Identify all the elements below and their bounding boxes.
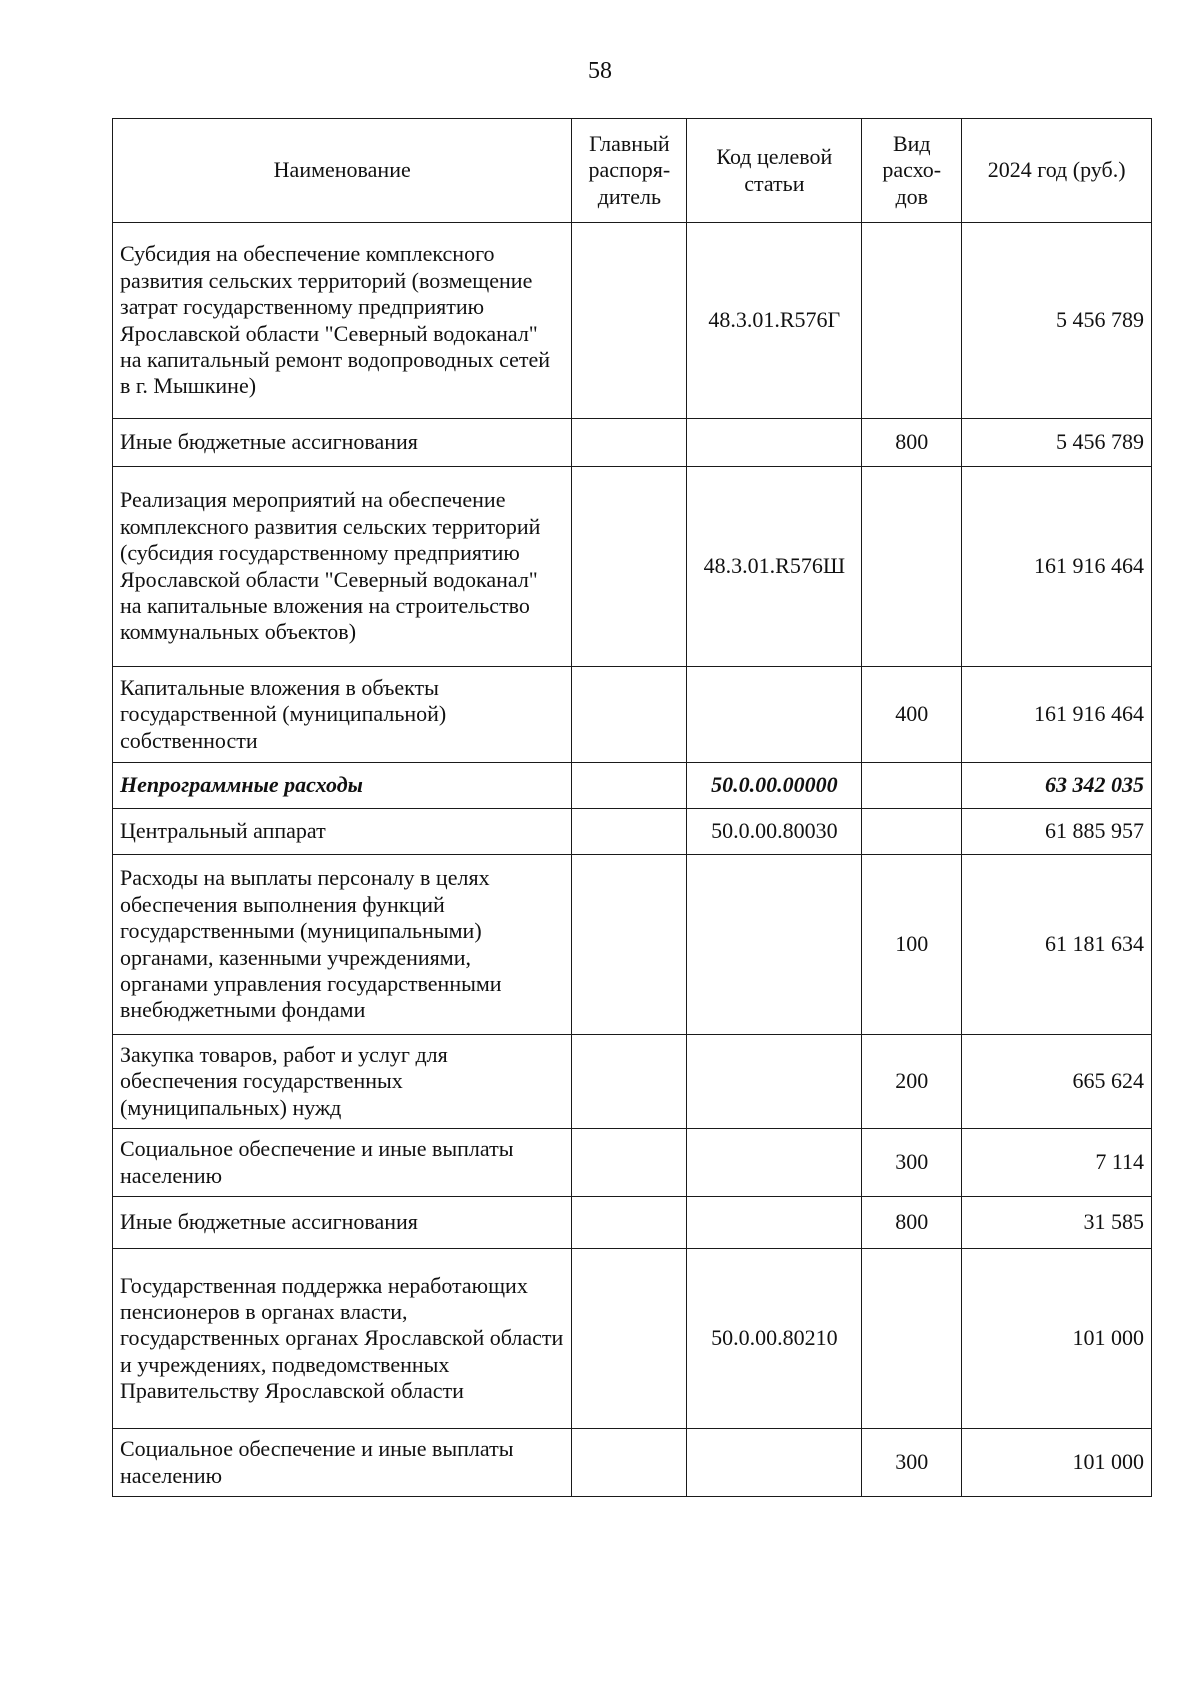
table-row (113, 1035, 1152, 1129)
row-type: 300 (862, 1429, 962, 1497)
row-name: Реализация мероприятий на обеспечение комплексного развития сельских территорий (субсидия государственному предприятию Ярославской области "Северный водоканал" на капитальные вложения на строительство коммунальных объектов) (113, 467, 572, 667)
row-code: 50.0.00.80030 (687, 809, 862, 855)
row-admin (572, 419, 687, 467)
table-row (113, 1129, 1152, 1197)
row-type (862, 223, 962, 419)
row-amount: 101 000 (962, 1249, 1152, 1429)
row-name: Закупка товаров, работ и услуг для обеспечения государственных (муниципальных) нужд (113, 1035, 572, 1129)
row-admin (572, 1249, 687, 1429)
header-amount: 2024 год (руб.) (962, 119, 1152, 223)
row-code (687, 1197, 862, 1249)
row-type: 300 (862, 1129, 962, 1197)
row-code: 48.3.01.R576Г (687, 223, 862, 419)
table-row (113, 667, 1152, 763)
row-code (687, 667, 862, 763)
row-name: Центральный аппарат (113, 809, 572, 855)
row-amount: 665 624 (962, 1035, 1152, 1129)
row-code (687, 1429, 862, 1497)
row-amount: 61 181 634 (962, 855, 1152, 1035)
table-row (113, 467, 1152, 667)
table-row (113, 763, 1152, 809)
row-admin (572, 467, 687, 667)
row-admin (572, 1429, 687, 1497)
table-row (113, 419, 1152, 467)
row-amount: 61 885 957 (962, 809, 1152, 855)
row-type: 800 (862, 419, 962, 467)
row-code (687, 419, 862, 467)
row-amount: 7 114 (962, 1129, 1152, 1197)
row-amount: 5 456 789 (962, 223, 1152, 419)
row-name: Субсидия на обеспечение комплексного развития сельских территорий (возмещение затрат государственному предприятию Ярославской области "Северный водоканал" на капитальный ремонт водопроводных сетей в г. Мышкине) (113, 223, 572, 419)
row-code (687, 1129, 862, 1197)
header-name: Наименование (113, 119, 572, 223)
row-admin (572, 763, 687, 809)
row-admin (572, 667, 687, 763)
row-name: Расходы на выплаты персоналу в целях обеспечения выполнения функций государственными (муниципальными) органами, казенными учреждениями, органами управления государственными внебюджетными фондами (113, 855, 572, 1035)
row-code: 50.0.00.80210 (687, 1249, 862, 1429)
table-row (113, 223, 1152, 419)
row-type: 100 (862, 855, 962, 1035)
row-admin (572, 223, 687, 419)
row-admin (572, 855, 687, 1035)
table-row (113, 1429, 1152, 1497)
budget-table (112, 118, 1152, 1497)
row-type: 200 (862, 1035, 962, 1129)
page-number: 58 (588, 58, 612, 84)
row-type: 400 (862, 667, 962, 763)
row-admin (572, 809, 687, 855)
row-type (862, 763, 962, 809)
row-name: Социальное обеспечение и иные выплаты населению (113, 1129, 572, 1197)
row-amount: 161 916 464 (962, 667, 1152, 763)
row-amount: 31 585 (962, 1197, 1152, 1249)
row-code: 50.0.00.00000 (687, 763, 862, 809)
row-code (687, 1035, 862, 1129)
table-header-row (113, 119, 1152, 223)
row-name: Иные бюджетные ассигнования (113, 1197, 572, 1249)
row-type (862, 809, 962, 855)
table-row (113, 1197, 1152, 1249)
row-admin (572, 1197, 687, 1249)
row-type: 800 (862, 1197, 962, 1249)
row-amount: 5 456 789 (962, 419, 1152, 467)
row-code: 48.3.01.R576Ш (687, 467, 862, 667)
row-amount: 161 916 464 (962, 467, 1152, 667)
row-name: Государственная поддержка неработающих пенсионеров в органах власти, государственных органах Ярославской области и учреждениях, подведомственных Правительству Ярославской области (113, 1249, 572, 1429)
header-code: Код целевой статьи (687, 119, 862, 223)
row-name: Иные бюджетные ассигнования (113, 419, 572, 467)
row-name: Социальное обеспечение и иные выплаты населению (113, 1429, 572, 1497)
row-admin (572, 1035, 687, 1129)
row-name: Непрограммные расходы (113, 763, 572, 809)
table-row (113, 855, 1152, 1035)
table-row (113, 1249, 1152, 1429)
table-row (113, 809, 1152, 855)
header-type: Вид расхо-дов (862, 119, 962, 223)
row-amount: 101 000 (962, 1429, 1152, 1497)
row-code (687, 855, 862, 1035)
row-admin (572, 1129, 687, 1197)
row-name: Капитальные вложения в объекты государственной (муниципальной) собственности (113, 667, 572, 763)
row-type (862, 1249, 962, 1429)
row-amount: 63 342 035 (962, 763, 1152, 809)
row-type (862, 467, 962, 667)
header-admin: Главный распоря-дитель (572, 119, 687, 223)
